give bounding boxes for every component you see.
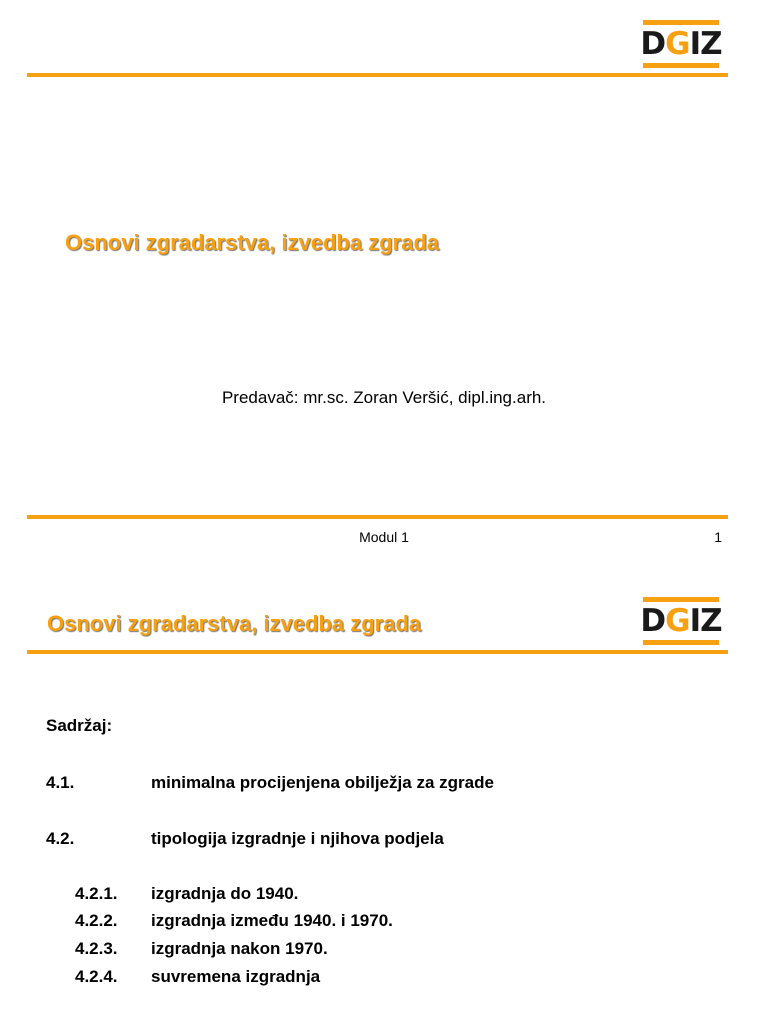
toc-item-number: 4.2.2. xyxy=(75,911,118,930)
slide-title: Osnovi zgradarstva, izvedba zgrada xyxy=(47,611,422,636)
logo-text: D G IZ xyxy=(640,603,722,639)
toc-item-number: 4.2. xyxy=(46,829,75,848)
contents-heading: Sadržaj: xyxy=(46,716,113,735)
toc-item-label: izgradnja nakon 1970. xyxy=(151,939,328,958)
toc-item-label: suvremena izgradnja xyxy=(151,967,321,986)
dgiz-logo xyxy=(640,20,722,68)
toc-item-label: izgradnja do 1940. xyxy=(151,884,299,903)
module-label: Modul 1 xyxy=(359,529,409,545)
toc-item-number: 4.2.3. xyxy=(75,939,118,958)
toc-item-number: 4.1. xyxy=(46,773,75,792)
toc-item-number: 4.2.1. xyxy=(75,884,118,903)
header-rule xyxy=(27,73,728,77)
slide-title: Osnovi zgradarstva, izvedba zgrada xyxy=(65,230,440,255)
header-rule xyxy=(27,650,728,654)
toc-item-label: tipologija izgradnje i njihova podjela xyxy=(151,829,444,848)
logo-bar-bottom xyxy=(643,63,719,68)
presenter-line: Predavač: mr.sc. Zoran Veršić, dipl.ing.arh. xyxy=(221,388,547,407)
logo-bar-bottom xyxy=(643,640,719,645)
dgiz-logo xyxy=(640,597,722,645)
toc-item-number: 4.2.4. xyxy=(75,967,118,986)
toc-item-label: minimalna procijenjena obilježja za zgrade xyxy=(151,773,494,792)
footer-rule xyxy=(27,515,728,519)
page-number: 1 xyxy=(714,529,722,545)
logo-text: D G IZ xyxy=(640,26,722,62)
toc-item-label: izgradnja između 1940. i 1970. xyxy=(151,911,393,930)
